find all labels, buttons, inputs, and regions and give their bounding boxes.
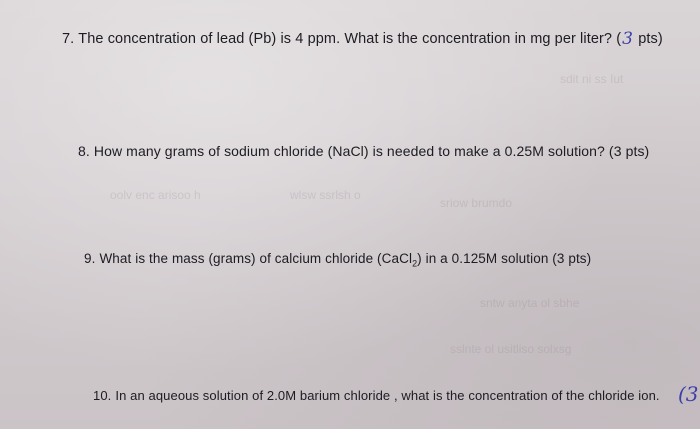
question-number: 9. <box>84 251 96 266</box>
bleed-through-marks: sslnte ol usitliso solxsg <box>450 342 572 356</box>
question-text-end: ) in a 0.125M solution (3 pts) <box>417 251 592 266</box>
question-number: 10. <box>93 388 112 403</box>
question-text: How many grams of sodium chloride (NaCl) is needed to make a 0.25M solution? (3 pts) <box>93 143 650 159</box>
question-number: 8. <box>78 143 90 159</box>
bleed-through-marks: oolv enc arisoo h <box>110 188 201 202</box>
handwritten-points: 3 <box>622 29 634 49</box>
question-8 <box>78 143 649 159</box>
bleed-through-marks: sntw anyta ol sbhe <box>480 296 580 310</box>
bleed-through-marks: sdit ni ss Iut <box>560 72 624 86</box>
question-text: The concentration of lead (Pb) is 4 ppm. What is the concentration in mg per liter? <box>78 31 613 47</box>
question-text: In an aqueous solution of 2.0M barium chloride , what is the concentration of the chloride ion. <box>115 388 660 403</box>
points-open: ( <box>616 31 622 47</box>
question-7 <box>62 28 663 48</box>
points-close: pts) <box>638 31 663 47</box>
bleed-through-marks: wlsw ssrlsh o <box>290 188 361 202</box>
handwritten-points: (3 <box>678 382 699 406</box>
question-number: 7. <box>62 31 75 47</box>
subscript: 2 <box>412 258 418 269</box>
question-text: What is the mass (grams) of calcium chloride (CaCl <box>99 251 413 266</box>
bleed-through-marks: sriow brumdo <box>440 196 513 210</box>
question-9 <box>84 251 591 269</box>
question-10 <box>93 388 660 403</box>
